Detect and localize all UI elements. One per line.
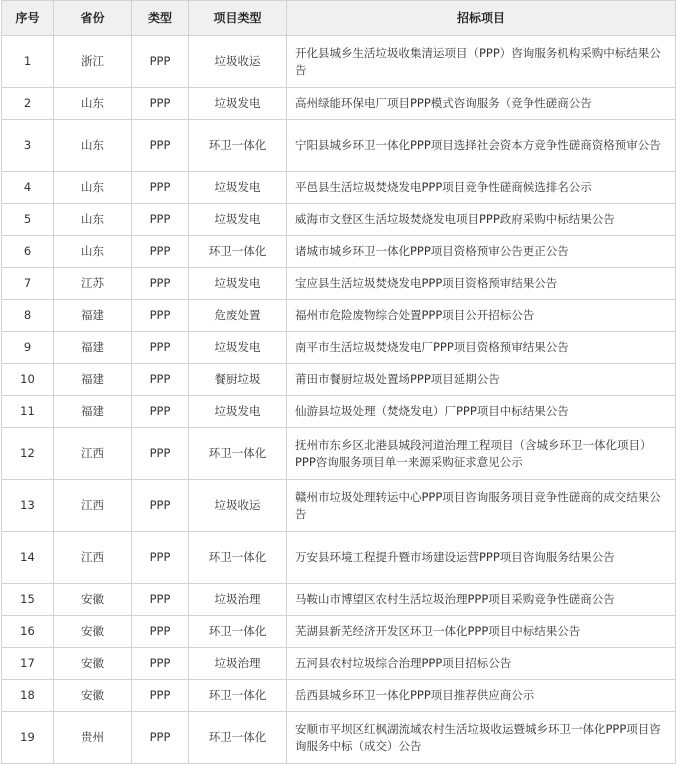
row-project: 万安县环境工程提升暨市场建设运营PPP项目咨询服务结果公告 bbox=[287, 532, 676, 584]
row-index: 2 bbox=[2, 88, 54, 120]
row-index: 19 bbox=[2, 712, 54, 764]
table-row bbox=[2, 204, 676, 236]
row-index: 9 bbox=[2, 332, 54, 364]
row-category: 危废处置 bbox=[189, 300, 287, 332]
header-index: 序号 bbox=[2, 1, 54, 36]
table-row bbox=[2, 364, 676, 396]
row-province: 江西 bbox=[54, 480, 132, 532]
row-province: 江西 bbox=[54, 428, 132, 480]
row-index: 3 bbox=[2, 120, 54, 172]
row-province: 福建 bbox=[54, 396, 132, 428]
row-type: PPP bbox=[132, 648, 189, 680]
row-index: 5 bbox=[2, 204, 54, 236]
row-category: 垃圾收运 bbox=[189, 36, 287, 88]
table-row bbox=[2, 36, 676, 88]
table-row bbox=[2, 680, 676, 712]
row-type: PPP bbox=[132, 120, 189, 172]
row-project: 南平市生活垃圾焚烧发电厂PPP项目资格预审结果公告 bbox=[287, 332, 676, 364]
table-row bbox=[2, 712, 676, 764]
row-type: PPP bbox=[132, 428, 189, 480]
table-row bbox=[2, 396, 676, 428]
row-index: 1 bbox=[2, 36, 54, 88]
row-type: PPP bbox=[132, 532, 189, 584]
row-type: PPP bbox=[132, 268, 189, 300]
row-province: 江苏 bbox=[54, 268, 132, 300]
table-row bbox=[2, 236, 676, 268]
row-category: 环卫一体化 bbox=[189, 712, 287, 764]
table-row bbox=[2, 300, 676, 332]
row-type: PPP bbox=[132, 584, 189, 616]
row-category: 垃圾收运 bbox=[189, 480, 287, 532]
header-category: 项目类型 bbox=[189, 1, 287, 36]
row-project: 岳西县城乡环卫一体化PPP项目推荐供应商公示 bbox=[287, 680, 676, 712]
row-project: 开化县城乡生活垃圾收集清运项目（PPP）咨询服务机构采购中标结果公告 bbox=[287, 36, 676, 88]
table-row bbox=[2, 648, 676, 680]
row-category: 环卫一体化 bbox=[189, 616, 287, 648]
row-project: 仙游县垃圾处理（焚烧发电）厂PPP项目中标结果公告 bbox=[287, 396, 676, 428]
row-index: 10 bbox=[2, 364, 54, 396]
row-index: 15 bbox=[2, 584, 54, 616]
row-province: 山东 bbox=[54, 88, 132, 120]
row-project: 抚州市东乡区北港县城段河道治理工程项目（含城乡环卫一体化项目）PPP咨询服务项目单一来源采购征求意见公示 bbox=[287, 428, 676, 480]
row-type: PPP bbox=[132, 680, 189, 712]
table-header bbox=[2, 1, 676, 36]
header-province: 省份 bbox=[54, 1, 132, 36]
row-province: 山东 bbox=[54, 172, 132, 204]
table-row bbox=[2, 88, 676, 120]
row-project: 赣州市垃圾处理转运中心PPP项目咨询服务项目竞争性磋商的成交结果公告 bbox=[287, 480, 676, 532]
row-province: 安徽 bbox=[54, 584, 132, 616]
row-province: 福建 bbox=[54, 364, 132, 396]
row-province: 安徽 bbox=[54, 680, 132, 712]
row-province: 浙江 bbox=[54, 36, 132, 88]
row-province: 山东 bbox=[54, 236, 132, 268]
header-project: 招标项目 bbox=[287, 1, 676, 36]
row-project: 莆田市餐厨垃圾处置场PPP项目延期公告 bbox=[287, 364, 676, 396]
row-province: 福建 bbox=[54, 300, 132, 332]
row-province: 山东 bbox=[54, 120, 132, 172]
table-row bbox=[2, 584, 676, 616]
row-index: 18 bbox=[2, 680, 54, 712]
row-project: 宁阳县城乡环卫一体化PPP项目选择社会资本方竞争性磋商资格预审公告 bbox=[287, 120, 676, 172]
row-project: 五河县农村垃圾综合治理PPP项目招标公告 bbox=[287, 648, 676, 680]
row-index: 4 bbox=[2, 172, 54, 204]
row-category: 环卫一体化 bbox=[189, 120, 287, 172]
row-type: PPP bbox=[132, 36, 189, 88]
row-project: 马鞍山市博望区农村生活垃圾治理PPP项目采购竞争性磋商公告 bbox=[287, 584, 676, 616]
table-row bbox=[2, 532, 676, 584]
row-project: 宝应县生活垃圾焚烧发电PPP项目资格预审结果公告 bbox=[287, 268, 676, 300]
row-index: 7 bbox=[2, 268, 54, 300]
row-province: 福建 bbox=[54, 332, 132, 364]
row-index: 11 bbox=[2, 396, 54, 428]
row-category: 垃圾治理 bbox=[189, 648, 287, 680]
row-project: 平邑县生活垃圾焚烧发电PPP项目竞争性磋商候选排名公示 bbox=[287, 172, 676, 204]
row-province: 安徽 bbox=[54, 648, 132, 680]
table-row bbox=[2, 616, 676, 648]
table-row bbox=[2, 172, 676, 204]
row-category: 环卫一体化 bbox=[189, 428, 287, 480]
row-category: 垃圾发电 bbox=[189, 396, 287, 428]
row-project: 高州绿能环保电厂项目PPP模式咨询服务（竞争性磋商公告 bbox=[287, 88, 676, 120]
table-row bbox=[2, 480, 676, 532]
row-index: 6 bbox=[2, 236, 54, 268]
row-type: PPP bbox=[132, 396, 189, 428]
row-province: 安徽 bbox=[54, 616, 132, 648]
row-category: 环卫一体化 bbox=[189, 532, 287, 584]
row-category: 垃圾发电 bbox=[189, 268, 287, 300]
row-type: PPP bbox=[132, 332, 189, 364]
row-index: 16 bbox=[2, 616, 54, 648]
row-index: 13 bbox=[2, 480, 54, 532]
row-category: 垃圾发电 bbox=[189, 204, 287, 236]
table-row bbox=[2, 268, 676, 300]
table-row bbox=[2, 428, 676, 480]
header-row bbox=[2, 1, 676, 36]
row-category: 餐厨垃圾 bbox=[189, 364, 287, 396]
tender-table bbox=[1, 0, 676, 764]
row-type: PPP bbox=[132, 616, 189, 648]
row-type: PPP bbox=[132, 300, 189, 332]
row-type: PPP bbox=[132, 364, 189, 396]
row-province: 山东 bbox=[54, 204, 132, 236]
row-project: 安顺市平坝区红枫湖流域农村生活垃圾收运暨城乡环卫一体化PPP项目咨询服务中标（成交）公告 bbox=[287, 712, 676, 764]
row-project: 诸城市城乡环卫一体化PPP项目资格预审公告更正公告 bbox=[287, 236, 676, 268]
row-category: 垃圾发电 bbox=[189, 172, 287, 204]
row-type: PPP bbox=[132, 480, 189, 532]
table-body bbox=[2, 36, 676, 764]
row-category: 环卫一体化 bbox=[189, 680, 287, 712]
row-project: 威海市文登区生活垃圾焚烧发电项目PPP政府采购中标结果公告 bbox=[287, 204, 676, 236]
row-province: 贵州 bbox=[54, 712, 132, 764]
row-type: PPP bbox=[132, 236, 189, 268]
row-type: PPP bbox=[132, 172, 189, 204]
row-type: PPP bbox=[132, 88, 189, 120]
row-type: PPP bbox=[132, 204, 189, 236]
row-type: PPP bbox=[132, 712, 189, 764]
row-project: 福州市危险废物综合处置PPP项目公开招标公告 bbox=[287, 300, 676, 332]
row-index: 17 bbox=[2, 648, 54, 680]
table-row bbox=[2, 332, 676, 364]
row-category: 环卫一体化 bbox=[189, 236, 287, 268]
row-index: 8 bbox=[2, 300, 54, 332]
row-index: 14 bbox=[2, 532, 54, 584]
row-category: 垃圾发电 bbox=[189, 332, 287, 364]
table-row bbox=[2, 120, 676, 172]
row-project: 芜湖县新芜经济开发区环卫一体化PPP项目中标结果公告 bbox=[287, 616, 676, 648]
header-type: 类型 bbox=[132, 1, 189, 36]
row-province: 江西 bbox=[54, 532, 132, 584]
row-category: 垃圾治理 bbox=[189, 584, 287, 616]
row-index: 12 bbox=[2, 428, 54, 480]
row-category: 垃圾发电 bbox=[189, 88, 287, 120]
